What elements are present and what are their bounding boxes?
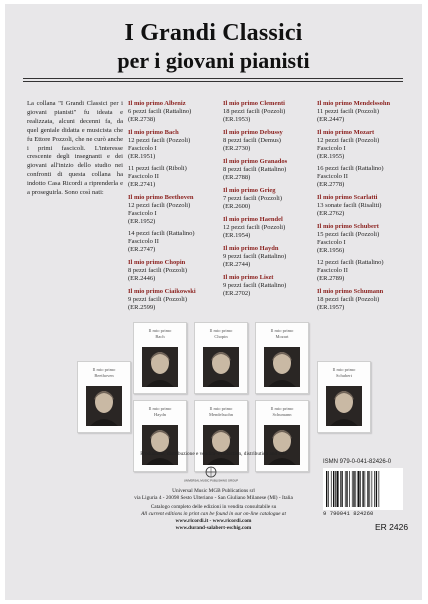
book-detail: 18 pezzi facili (Pozzoli) (223, 108, 286, 115)
book-entry (223, 245, 319, 269)
book-entry (317, 223, 413, 283)
book-detail: (ER.1951) (128, 153, 156, 160)
book-detail: 9 pezzi facili (Rattalino) (223, 253, 287, 260)
cover-title (260, 328, 304, 339)
book-title: Il mio primo Haydn (223, 245, 279, 252)
cover-mendelssohn (194, 400, 248, 472)
book-title: Il mio primo Liszt (223, 274, 274, 281)
catalog-note-en: All current editions in print can be found in our on-line catalogue at (141, 511, 286, 517)
cover-haydn (133, 400, 187, 472)
book-title: Il mio primo Mozart (317, 129, 375, 136)
series-subtitle: per i giovani pianisti (117, 48, 310, 73)
book-column-2 (223, 100, 319, 303)
cover-bach (133, 322, 187, 394)
book-detail: 13 sonate facili (Risaliti) (317, 202, 382, 209)
book-detail: 12 pezzi facili (Pozzoli) (317, 137, 380, 144)
cover-title (260, 406, 304, 417)
composer-portrait-icon (86, 386, 122, 426)
book-entry (223, 100, 319, 124)
book-detail: 15 pezzi facili (Pozzoli) (317, 231, 380, 238)
book-column-1 (128, 100, 224, 317)
book-detail: Fascicolo I (128, 145, 157, 152)
book-detail: (ER.1953) (223, 116, 251, 123)
book-detail: 12 pezzi facili (Pozzoli) (128, 137, 191, 144)
book-detail: 9 pezzi facili (Pozzoli) (128, 296, 188, 303)
book-detail: 8 pezzi facili (Rattalino) (223, 166, 287, 173)
cover-title (199, 406, 243, 417)
book-detail: 12 pezzi facili (Pozzoli) (223, 224, 286, 231)
cover-title-line: Bach (155, 333, 165, 339)
book-detail: Fascicolo I (317, 239, 346, 246)
book-detail: (ER.2600) (223, 203, 251, 210)
cover-title-line: Schubert (336, 372, 352, 378)
book-title: Il mio primo Ciaikowski (128, 288, 196, 295)
website-link-durand: www.durand-salabert-eschig.com (175, 525, 252, 531)
book-detail: Fascicolo II (128, 173, 159, 180)
book-column-3 (317, 100, 413, 317)
cover-title-line: Schumann (272, 411, 292, 417)
book-detail: 11 pezzi facili (Pozzoli) (317, 108, 380, 115)
book-detail: 9 pezzi facili (Rattalino) (223, 282, 287, 289)
universal-music-logo (183, 466, 239, 484)
book-entry (317, 194, 413, 218)
cover-title-line: Mozart (275, 333, 289, 339)
ismn-code: ISMN 979-0-041-82426-0 (323, 459, 392, 465)
book-detail: Fascicolo I (128, 210, 157, 217)
book-detail: (ER.2788) (223, 174, 251, 181)
book-detail: Fascicolo II (128, 238, 159, 245)
book-title: Il mio primo Chopin (128, 259, 186, 266)
book-title: Il mio primo Clementi (223, 100, 285, 107)
book-title: Il mio primo Albeniz (128, 100, 186, 107)
cover-title-line: Chopin (214, 333, 228, 339)
book-title: Il mio primo Bach (128, 129, 179, 136)
book-detail: (ER.2762) (317, 210, 345, 217)
series-title: I Grandi Classici (124, 20, 303, 46)
book-detail: Fascicolo I (317, 145, 346, 152)
book-detail: (ER.2446) (128, 275, 156, 282)
book-detail: 7 pezzi facili (Pozzoli) (223, 195, 283, 202)
book-detail: (ER.2747) (128, 246, 156, 253)
title-rule-top (23, 78, 403, 79)
book-entry (317, 288, 413, 312)
book-detail: (ER.1954) (223, 232, 251, 239)
book-detail: (ER.1955) (317, 153, 345, 160)
book-entry (223, 274, 319, 298)
book-entry (317, 129, 413, 189)
book-entry (317, 100, 413, 124)
book-detail: (ER.1952) (128, 218, 156, 225)
composer-portrait-icon (326, 386, 362, 426)
book-detail: (ER.2778) (317, 181, 345, 188)
cover-title-line: Il mio primo (148, 406, 172, 411)
book-title: Il mio primo Haendel (223, 216, 283, 223)
book-entry (128, 100, 224, 124)
book-entry (223, 129, 319, 153)
book-entry (128, 194, 224, 254)
book-title: Il mio primo Schumann (317, 288, 384, 295)
cover-title (199, 328, 243, 339)
composer-portrait-icon (264, 425, 300, 465)
cover-schubert (317, 361, 371, 433)
book-detail: (ER.2599) (128, 304, 156, 311)
book-detail: (ER.1957) (317, 304, 345, 311)
cover-title-line: Il mio primo (270, 406, 294, 411)
book-detail: (ER.2741) (128, 181, 156, 188)
catalog-code: ER 2426 (375, 522, 409, 532)
book-detail: (ER.2789) (317, 275, 345, 282)
book-detail: 12 pezzi facili (Pozzoli) (128, 202, 191, 209)
cover-beethoven (77, 361, 131, 433)
book-entry (223, 187, 319, 211)
cover-title (82, 367, 126, 378)
intro-text: La collana "I Grandi Classici per i giovani pianisti" fu ideata e realizzata, alcuni decenni fa, da quel geniale didatta e musicista che fu Ettore Pozzoli, che ne curò anche i primi fascicoli. L'interesse crescente degli insegnanti e dei giovani all'inizio dello studio nei confronti di questa collana ha indotto Casa Ricordi a riprenderla e a proseguirla. Sono così nati: (27, 100, 123, 197)
cover-schumann (255, 400, 309, 472)
book-detail: (ER.2738) (128, 116, 156, 123)
book-detail: (ER.2447) (317, 116, 345, 123)
book-detail: 12 pezzi facili (Rattalino) (317, 259, 384, 266)
book-detail: 8 pezzi facili (Demus) (223, 137, 281, 144)
cover-title-line: Il mio primo (209, 406, 233, 411)
production-line: Produzione, distribuzione e vendita–Production, distribution and sale (140, 451, 287, 457)
composer-portrait-icon (142, 347, 178, 387)
book-title: Il mio primo Schubert (317, 223, 379, 230)
cover-title (138, 328, 182, 339)
book-title: Il mio primo Grieg (223, 187, 276, 194)
cover-title-line: Il mio primo (332, 367, 356, 372)
book-detail: (ER.1956) (317, 247, 345, 254)
publisher-address: via Liguria 4 - 20098 Sesto Ulteriano - San Giuliano Milanese (MI) - Italia (134, 495, 293, 501)
title-rule-bottom (23, 81, 403, 82)
book-detail: 18 pezzi facili (Pozzoli) (317, 296, 380, 303)
cover-title (322, 367, 366, 378)
book-entry (128, 129, 224, 189)
book-title: Il mio primo Debussy (223, 129, 283, 136)
book-detail: 14 pezzi facili (Rattalino) (128, 230, 195, 237)
book-detail: Fascicolo II (317, 267, 348, 274)
book-detail: (ER.2744) (223, 261, 251, 268)
logo-text: UNIVERSAL MUSIC PUBLISHING GROUP (183, 478, 239, 483)
book-entry (128, 288, 224, 312)
cover-title-line: Beethoven (94, 372, 114, 378)
composer-portrait-icon (264, 347, 300, 387)
cover-title-line: Il mio primo (270, 328, 294, 333)
book-detail: (ER.2702) (223, 290, 251, 297)
cover-title-line: Mendelssohn (209, 411, 233, 417)
book-detail: (ER.2730) (223, 145, 251, 152)
book-detail: 16 pezzi facili (Rattalino) (317, 165, 384, 172)
book-detail: Fascicolo II (317, 173, 348, 180)
cover-title-line: Il mio primo (148, 328, 172, 333)
book-detail: 8 pezzi facili (Pozzoli) (128, 267, 188, 274)
cover-title-line: Haydn (154, 411, 166, 417)
back-cover (5, 4, 422, 600)
barcode-number: 9 790041 824260 (323, 510, 374, 517)
cover-chopin (194, 322, 248, 394)
book-title: Il mio primo Granados (223, 158, 288, 165)
book-entry (223, 158, 319, 182)
cover-title-line: Il mio primo (209, 328, 233, 333)
cover-mozart (255, 322, 309, 394)
cover-title (138, 406, 182, 417)
book-entry (223, 216, 319, 240)
website-links: www.ricordi.it - www.ricordi.com (175, 518, 252, 524)
book-entry (128, 259, 224, 283)
book-title: Il mio primo Mendelssohn (317, 100, 391, 107)
composer-portrait-icon (203, 425, 239, 465)
book-title: Il mio primo Scarlatti (317, 194, 378, 201)
book-title: Il mio primo Beethoven (128, 194, 194, 201)
publisher-name: Universal Music MGB Publications srl (172, 488, 255, 494)
barcode (323, 468, 403, 510)
book-detail: 6 pezzi facili (Rattalino) (128, 108, 192, 115)
composer-portrait-icon (142, 425, 178, 465)
catalog-note-it: Catalogo completo delle edizioni in vendita consultabile su (150, 504, 277, 510)
book-detail: 11 pezzi facili (Riboli) (128, 165, 187, 172)
cover-title-line: Il mio primo (92, 367, 116, 372)
composer-portrait-icon (203, 347, 239, 387)
